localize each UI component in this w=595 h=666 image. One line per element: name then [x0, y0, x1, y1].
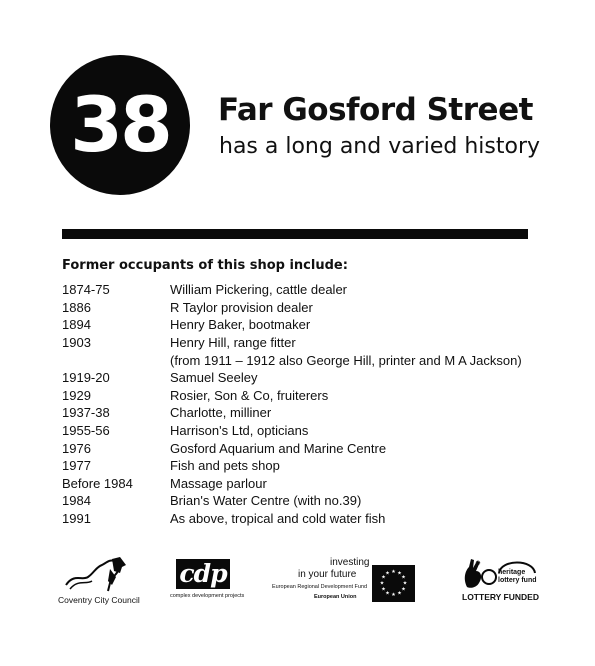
- occupant-row: [62, 457, 562, 475]
- svg-text:★: ★: [385, 570, 390, 577]
- occupant-name: Fish and pets shop: [170, 458, 280, 474]
- occupant-year: 1919-20: [62, 370, 110, 386]
- occupant-row: [62, 422, 562, 440]
- coventry-label: Coventry City Council: [58, 595, 140, 605]
- occupant-row: [62, 387, 562, 405]
- heritage-wordmark: [498, 569, 537, 585]
- svg-text:★: ★: [391, 592, 396, 598]
- occupant-year: 1903: [62, 335, 91, 351]
- occupant-year: 1929: [62, 387, 91, 403]
- occupant-row: [62, 439, 562, 457]
- occupant-name: Harrison's Ltd, opticians: [170, 423, 309, 439]
- heritage-lottery-fund-logo: [455, 555, 545, 605]
- occupant-row: [62, 351, 562, 369]
- crossed-fingers-icon: [459, 557, 499, 591]
- occupant-name: R Taylor provision dealer: [170, 299, 313, 315]
- cdp-mark: cdp: [176, 559, 230, 589]
- svg-text:★: ★: [381, 574, 386, 581]
- svg-text:★: ★: [381, 586, 386, 593]
- occupants-heading: Former occupants of this shop include:: [62, 258, 348, 273]
- occupant-name: Charlotte, milliner: [170, 405, 272, 421]
- coventry-city-council-logo: [58, 555, 143, 605]
- occupant-row: [62, 334, 562, 352]
- occupant-name: Samuel Seeley: [170, 370, 258, 386]
- eu-line-investing: investing: [330, 557, 370, 568]
- sponsor-logos: [0, 555, 595, 615]
- occupant-row: [62, 510, 562, 528]
- svg-text:★: ★: [379, 580, 385, 587]
- svg-text:★: ★: [401, 574, 406, 581]
- horse-rider-icon: [64, 555, 134, 595]
- occupant-row: [62, 492, 562, 510]
- occupant-year: 1874-75: [62, 282, 110, 298]
- occupant-year: 1955-56: [62, 423, 110, 439]
- occupant-row: [62, 369, 562, 387]
- occupant-row: [62, 404, 562, 422]
- divider-rule: [62, 229, 528, 239]
- svg-text:®: ®: [475, 560, 481, 567]
- eu-flag-icon: [372, 565, 415, 602]
- cdp-logo: [170, 559, 250, 605]
- occupant-name: Henry Hill, range fitter: [170, 335, 296, 351]
- number-circle: [50, 55, 190, 195]
- occupant-name: Massage parlour: [170, 475, 267, 491]
- occupant-name: As above, tropical and cold water fish: [170, 511, 386, 527]
- subtitle: has a long and varied history: [219, 134, 541, 159]
- occupant-year: 1894: [62, 317, 91, 333]
- occupant-year: 1937-38: [62, 405, 110, 421]
- svg-text:★: ★: [385, 590, 390, 597]
- svg-text:★: ★: [402, 580, 408, 587]
- eu-line-union: European Union: [314, 594, 357, 600]
- occupant-name: Rosier, Son & Co, fruiterers: [170, 387, 329, 403]
- cdp-label: complex development projects: [170, 593, 245, 599]
- occupant-year: 1886: [62, 299, 91, 315]
- occupant-row: [62, 281, 562, 299]
- occupant-year: 1984: [62, 493, 91, 509]
- occupant-row: [62, 475, 562, 493]
- street-title: Far Gosford Street: [218, 92, 533, 128]
- occupant-year: Before 1984: [62, 475, 133, 491]
- svg-text:★: ★: [401, 586, 406, 593]
- eu-funding-logo: [272, 557, 417, 607]
- occupant-name: (from 1911 – 1912 also George Hill, printer and M A Jackson): [170, 352, 522, 368]
- heritage-word: heritage: [498, 569, 526, 576]
- occupant-year: 1976: [62, 440, 91, 456]
- svg-text:★: ★: [397, 570, 402, 577]
- lottery-fund-word: lottery fund: [498, 577, 537, 584]
- svg-text:★: ★: [397, 590, 402, 597]
- occupant-year: 1991: [62, 511, 91, 527]
- lottery-funded-label: LOTTERY FUNDED: [462, 592, 539, 602]
- occupant-name: Gosford Aquarium and Marine Centre: [170, 440, 387, 456]
- shop-number: 38: [70, 80, 170, 169]
- occupant-year: 1977: [62, 458, 91, 474]
- eu-line-erdf: European Regional Development Fund: [272, 584, 368, 590]
- occupant-row: [62, 299, 562, 317]
- eu-line-future: in your future: [298, 569, 357, 580]
- occupant-name: Henry Baker, bootmaker: [170, 317, 311, 333]
- occupant-name: Brian's Water Centre (with no.39): [170, 493, 362, 509]
- occupant-name: William Pickering, cattle dealer: [170, 282, 348, 298]
- occupants-list: [62, 281, 562, 527]
- svg-text:★: ★: [391, 569, 396, 575]
- occupant-row: [62, 316, 562, 334]
